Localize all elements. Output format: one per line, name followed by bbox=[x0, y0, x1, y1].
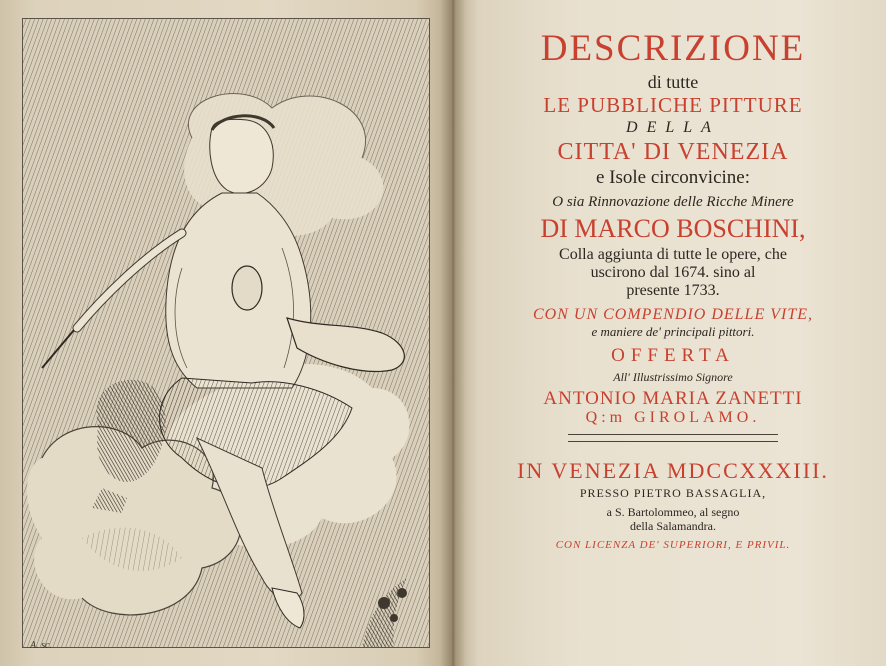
imprint-bartolommeo: a S. Bartolommeo, al segno bbox=[606, 505, 740, 519]
imprint-presso: PRESSO PIETRO BASSAGLIA, bbox=[579, 486, 767, 500]
imprint-salamandra: della Salamandra. bbox=[630, 519, 716, 533]
title-offerta: OFFERTA bbox=[611, 345, 735, 366]
engraver-signature: A. sc. bbox=[30, 640, 52, 651]
title-della: DELLA bbox=[626, 119, 720, 136]
title-rinnovazione: O sia Rinnovazione delle Ricche Minere bbox=[552, 194, 794, 210]
imprint-venezia: IN VENEZIA MDCCXXXIII. bbox=[517, 458, 829, 483]
title-uscirono: uscirono dal 1674. sino al bbox=[590, 264, 756, 281]
imprint-licenza: CON LICENZA DE' SUPERIORI, E PRIVIL. bbox=[555, 539, 791, 551]
book-gutter bbox=[440, 0, 466, 666]
title-marco-boschini: DI MARCO BOSCHINI, bbox=[540, 214, 806, 243]
title-compendio: CON UN COMPENDIO DELLE VITE, bbox=[532, 306, 813, 323]
title-colla-aggiunta: Colla aggiunta di tutte le opere, che bbox=[559, 246, 787, 263]
title-pubbliche-pitture: LE PUBBLICHE PITTURE bbox=[543, 93, 803, 117]
title-page-text bbox=[470, 30, 876, 551]
title-isole: e Isole circonvicine: bbox=[595, 167, 751, 188]
title-girolamo: Q:m GIROLAMO. bbox=[585, 409, 761, 426]
title-zanetti: ANTONIO MARIA ZANETTI bbox=[543, 388, 803, 409]
frontispiece-engraving bbox=[22, 18, 430, 648]
title-presente: presente 1733. bbox=[626, 282, 720, 299]
double-rule-divider bbox=[568, 434, 778, 442]
title-signore: All' Illustrissimo Signore bbox=[613, 370, 733, 384]
allegorical-figure-engraving bbox=[22, 18, 430, 648]
title-di-tutte: di tutte bbox=[647, 72, 699, 92]
title-citta-di-venezia: CITTA' DI VENEZIA bbox=[557, 139, 789, 165]
title-descrizione: DESCRIZIONE bbox=[540, 28, 806, 69]
title-maniere: e maniere de' principali pittori. bbox=[591, 324, 755, 339]
